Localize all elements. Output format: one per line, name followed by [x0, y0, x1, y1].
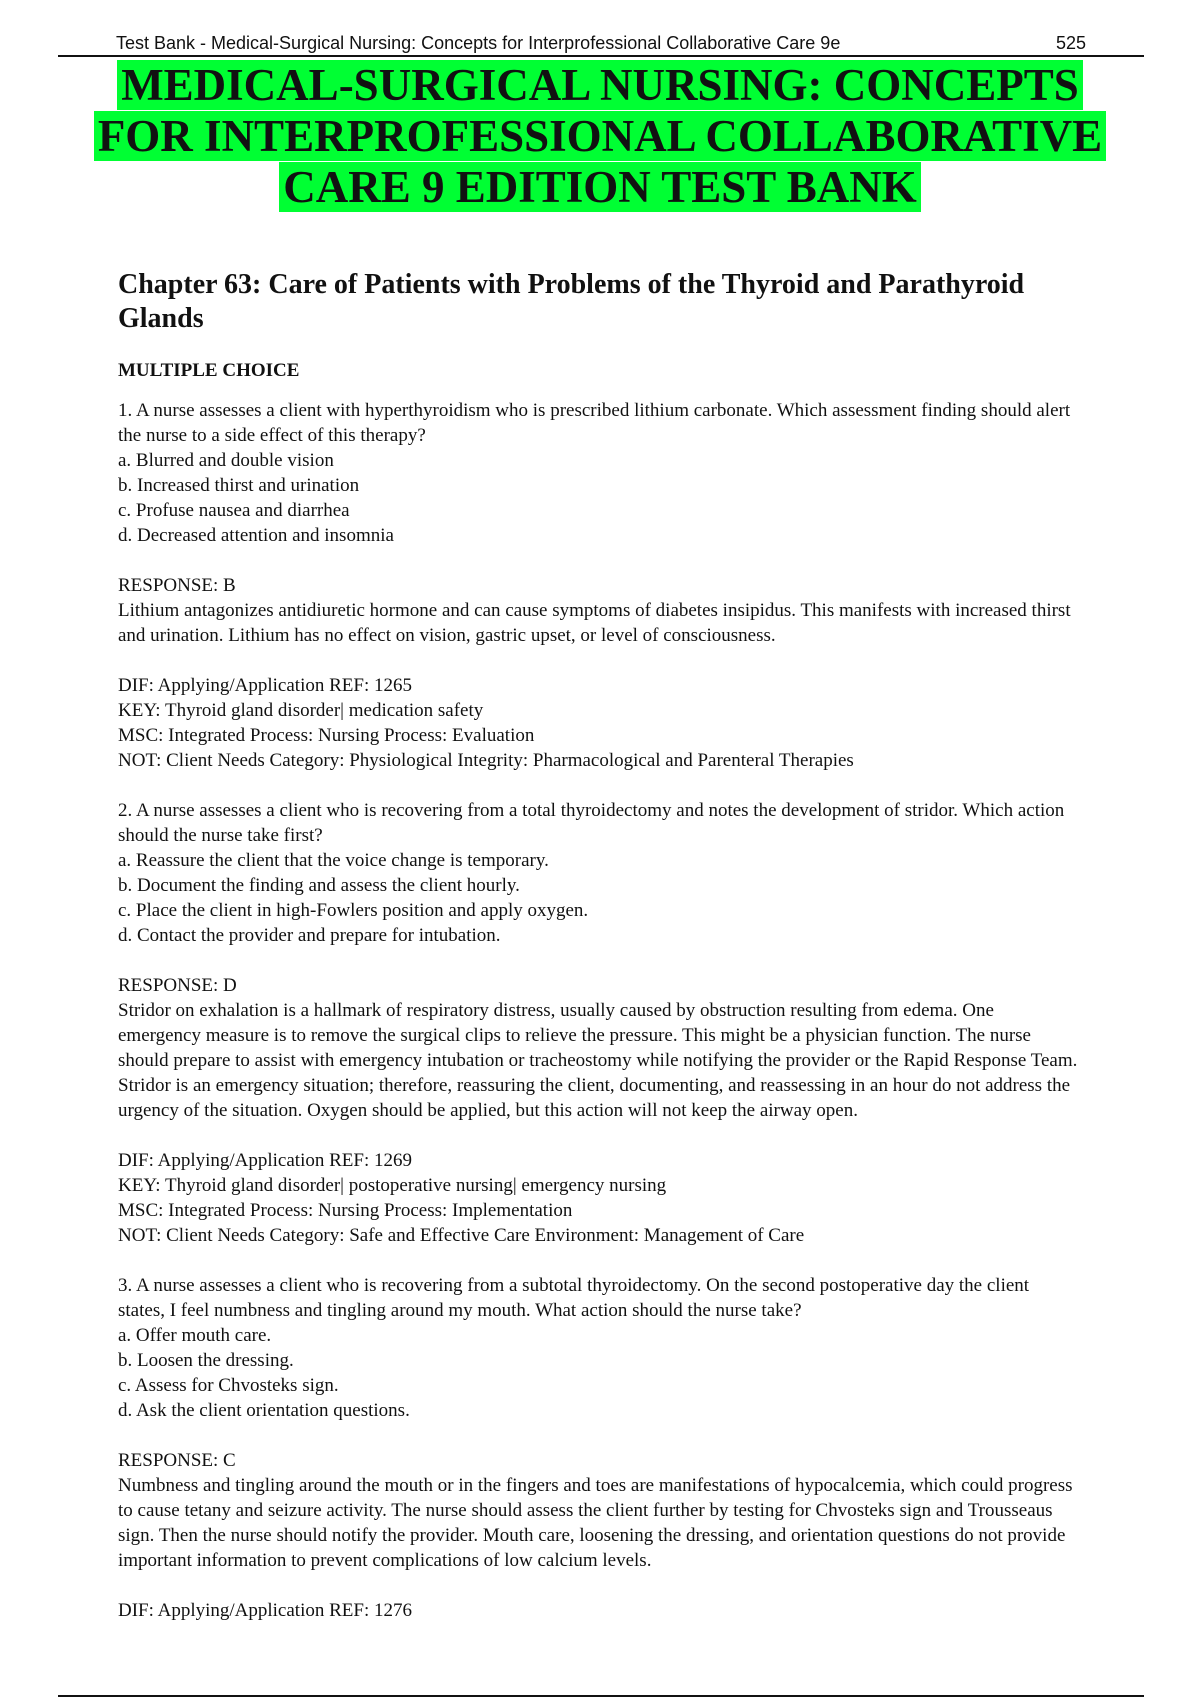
running-title: Test Bank - Medical-Surgical Nursing: Concepts for Interprofessional Collaborative Care 9e [116, 33, 841, 53]
response-block [118, 973, 1078, 1123]
response-answer: RESPONSE: C [118, 1450, 236, 1471]
title-banner [0, 60, 1200, 213]
response-answer: RESPONSE: B [118, 575, 236, 596]
option-d: d. Decreased attention and insomnia [118, 525, 394, 546]
option-c: c. Assess for Chvosteks sign. [118, 1375, 339, 1396]
banner-line-1: MEDICAL-SURGICAL NURSING: CONCEPTS [117, 60, 1083, 110]
question-metadata [118, 673, 1078, 773]
question-stem: 2. A nurse assesses a client who is recovering from a total thyroidectomy and notes the development of stridor. Which action should the nurse take first? [118, 800, 1065, 846]
key-line: KEY: Thyroid gland disorder| postoperative nursing| emergency nursing [118, 1175, 667, 1196]
rationale: Numbness and tingling around the mouth or in the fingers and toes are manifestations of hypocalcemia, which could progress to cause tetany and seizure activity. The nurse should assess the client further by testing for Chvosteks sign and Trousseaus sign. Then the nurse should notify the provider. Mouth care, loosening the dressing, and orientation questions do not provide important information to prevent complications of low calcium levels. [118, 1475, 1073, 1571]
option-c: c. Place the client in high-Fowlers position and apply oxygen. [118, 900, 589, 921]
footer-rule [58, 1695, 1144, 1697]
question-metadata [118, 1598, 1078, 1623]
banner-line-2: FOR INTERPROFESSIONAL COLLABORATIVE [94, 111, 1106, 161]
option-d: d. Ask the client orientation questions. [118, 1400, 410, 1421]
not-line: NOT: Client Needs Category: Physiological Integrity: Pharmacological and Parenteral Therapies [118, 750, 854, 771]
chapter-title: Chapter 63: Care of Patients with Problems of the Thyroid and Parathyroid Glands [118, 269, 1025, 334]
section-label: MULTIPLE CHOICE [118, 360, 300, 381]
msc-line: MSC: Integrated Process: Nursing Process: Evaluation [118, 725, 535, 746]
question-stem: 3. A nurse assesses a client who is recovering from a subtotal thyroidectomy. On the second postoperative day the client states, I feel numbness and tingling around my mouth. What action should the nurse take? [118, 1275, 1030, 1321]
option-a: a. Blurred and double vision [118, 450, 334, 471]
question-stem: 1. A nurse assesses a client with hyperthyroidism who is prescribed lithium carbonate. Which assessment finding should alert the nurse to a side effect of this therapy? [118, 400, 1071, 446]
dif-ref: DIF: Applying/Application REF: 1269 [118, 1150, 412, 1171]
response-block [118, 573, 1078, 648]
dif-ref: DIF: Applying/Application REF: 1265 [118, 675, 412, 696]
document-body [118, 268, 1078, 1623]
option-b: b. Increased thirst and urination [118, 475, 360, 496]
option-b: b. Loosen the dressing. [118, 1350, 294, 1371]
question-metadata [118, 1148, 1078, 1248]
banner-line-3: CARE 9 EDITION TEST BANK [279, 162, 921, 212]
rationale: Lithium antagonizes antidiuretic hormone and can cause symptoms of diabetes insipidus. This manifests with increased thirst and urination. Lithium has no effect on vision, gastric upset, or level of consciousness. [118, 600, 1071, 646]
option-b: b. Document the finding and assess the client hourly. [118, 875, 520, 896]
response-answer: RESPONSE: D [118, 975, 237, 996]
not-line: NOT: Client Needs Category: Safe and Effective Care Environment: Management of Care [118, 1225, 805, 1246]
msc-line: MSC: Integrated Process: Nursing Process: Implementation [118, 1200, 573, 1221]
option-d: d. Contact the provider and prepare for intubation. [118, 925, 501, 946]
rationale: Stridor on exhalation is a hallmark of respiratory distress, usually caused by obstruction resulting from edema. One emergency measure is to remove the surgical clips to relieve the pressure. This might be a physician function. The nurse should prepare to assist with emergency intubation or tracheostomy while notifying the provider or the Rapid Response Team. Stridor is an emergency situation; therefore, reassuring the client, documenting, and reassessing in an hour do not address the urgency of the situation. Oxygen should be applied, but this action will not keep the airway open. [118, 1000, 1078, 1121]
running-header [116, 33, 1086, 54]
header-rule [58, 55, 1144, 57]
key-line: KEY: Thyroid gland disorder| medication safety [118, 700, 484, 721]
answer-options [118, 448, 1078, 548]
option-a: a. Offer mouth care. [118, 1325, 272, 1346]
page-number: 525 [1055, 33, 1086, 53]
response-block [118, 1448, 1078, 1573]
dif-ref: DIF: Applying/Application REF: 1276 [118, 1600, 412, 1621]
question-1 [118, 398, 1078, 773]
question-2 [118, 798, 1078, 1248]
question-3 [118, 1273, 1078, 1623]
option-c: c. Profuse nausea and diarrhea [118, 500, 350, 521]
answer-options [118, 1323, 1078, 1423]
answer-options [118, 848, 1078, 948]
option-a: a. Reassure the client that the voice change is temporary. [118, 850, 549, 871]
